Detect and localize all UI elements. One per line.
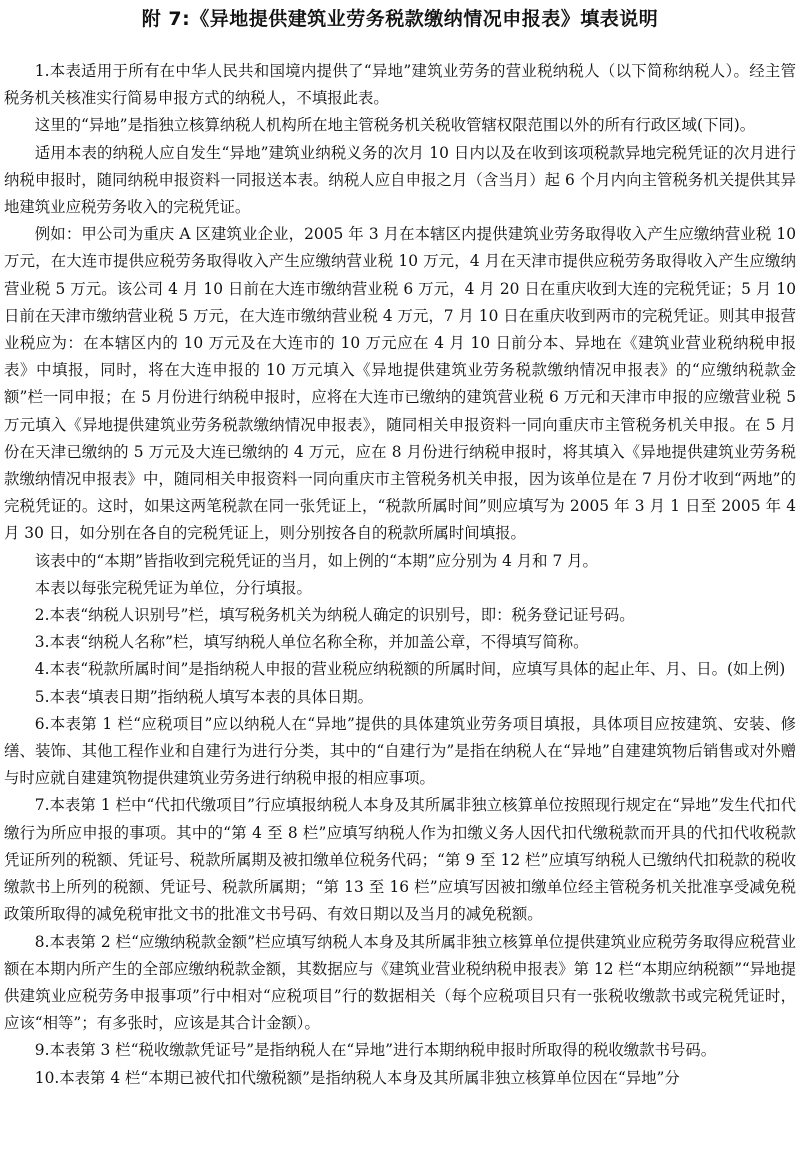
paragraph: 适用本表的纳税人应自发生“异地”建筑业纳税义务的次月 10 日内以及在收到该项税款异地完税凭证的次月进行纳税申报时，随同纳税申报资料一同报送本表。纳税人应自申报之月（含当月）起 6 个月内向主管税务机关提供其异地建筑业应税劳务收入的完税凭证。 — [4, 143, 796, 217]
paragraph: 6.本表第 1 栏“应税项目”应以纳税人在“异地”提供的具体建筑业劳务项目填报，具体项目应按建筑、安装、修缮、装饰、其他工程作业和自建行为进行分类，其中的“自建行为”是指在纳税人在“异地”自建建筑物后销售或对外赠与时应就自建建筑物提供建筑业劳务进行纳税申报的相应事项。 — [4, 714, 796, 788]
paragraph: 5.本表“填表日期”指纳税人填写本表的具体日期。 — [34, 687, 374, 706]
paragraph: 7.本表第 1 栏中“代扣代缴项目”行应填报纳税人本身及其所属非独立核算单位按照现行规定在“异地”发生代扣代缴行为所应申报的事项。其中的“第 4 至 8 栏”应填写纳税人作为扣缴义务人因代扣代缴税款而开具的代扣代收税款凭证所列的税额、凭证号、税款所属期及被扣缴单位税务代码；“第 9 至 12 栏”应填写纳税人已缴纳代扣税款的税收缴款书上所列的税额、凭证号、税款所属期；“第 13 至 16 栏”应填写因被扣缴单位经主管税务机关批准享受减免税政策所取得的减免税审批文书的批准文书号码、有效日期以及当月的减免税额。 — [4, 796, 796, 924]
document-body — [4, 58, 796, 1092]
paragraph: 该表中的“本期”皆指收到完税凭证的当月，如上例的“本期”应分别为 4 月和 7 月。 — [34, 551, 598, 570]
document-title: 附 7:《异地提供建筑业劳务税款缴纳情况申报表》填表说明 — [141, 8, 659, 30]
paragraph: 3.本表“纳税人名称”栏，填写纳税人单位名称全称，并加盖公章，不得填写简称。 — [34, 633, 589, 652]
paragraph: 1.本表适用于所有在中华人民共和国境内提供了“异地”建筑业劳务的营业税纳税人（以下简称纳税人）。经主管税务机关核准实行简易申报方式的纳税人，不填报此表。 — [4, 62, 796, 108]
paragraph: 8.本表第 2 栏“应缴纳税款金额”栏应填写纳税人本身及其所属非独立核算单位提供建筑业应税劳务取得应税营业额在本期内所产生的全部应缴纳税款金额，其数据应与《建筑业营业税纳税申报表》第 12 栏“本期应纳税额”“异地提供建筑业应税劳务申报事项”行中相对“应税项目”行的数据相关（每个应税项目只有一张税收缴款书或完税凭证时，应该“相等”；有多张时，应该是其合计金额）。 — [4, 932, 796, 1033]
paragraph: 本表以每张完税凭证为单位，分行填报。 — [34, 578, 312, 597]
paragraph: 9.本表第 3 栏“税收缴款凭证号”是指纳税人在“异地”进行本期纳税申报时所取得的税收缴款书号码。 — [34, 1041, 717, 1060]
paragraph: 这里的“异地”是指独立核算纳税人机构所在地主管税务机关税收管辖权限范围以外的所有行政区域(下同)。 — [34, 116, 756, 135]
paragraph: 2.本表“纳税人识别号”栏，填写税务机关为纳税人确定的识别号，即：税务登记证号码。 — [34, 606, 635, 625]
paragraph: 4.本表“税款所属时间”是指纳税人申报的营业税应纳税额的所属时间，应填写具体的起止年、月、日。(如上例) — [34, 660, 786, 679]
paragraph: 例如：甲公司为重庆 A 区建筑业企业，2005 年 3 月在本辖区内提供建筑业劳务取得收入产生应缴纳营业税 10 万元，在大连市提供应税劳务取得收入产生应缴纳营业税 10 万元，4 月在天津市提供应税劳务取得收入产生应缴纳营业税 5 万元。该公司 4 月 10 日前在大连市缴纳营业税 6 万元，4 月 20 日在重庆收到大连的完税凭证；5 月 10 日前在天津市缴纳营业税 5 万元，在大连市缴纳营业税 4 万元，7 月 10 日在重庆收到两市的完税凭证。则其申报营业税应为：在本辖区内的 10 万元及在大连市的 10 万元应在 4 月 10 日前分本、异地在《建筑业营业税纳税申报表》中填报，同时，将在大连申报的 10 万元填入《异地提供建筑业劳务税款缴纳情况申报表》的“应缴纳税款金额”栏一同申报；在 5 月份进行纳税申报时，应将在大连市已缴纳的建筑营业税 6 万元和天津市申报的应缴营业税 5 万元填入《异地提供建筑业劳务税款缴纳情况申报表》，随同相关申报资料一同向重庆市主管税务机关申报。在 5 月份在天津已缴纳的 5 万元及大连已缴纳的 4 万元，应在 8 月份进行纳税申报时，将其填入《异地提供建筑业劳务税款缴纳情况申报表》中，随同相关申报资料一同向重庆市主管税务机关申报，因为该单位是在 7 月份才收到“两地”的完税凭证的。这时，如果这两笔税款在同一张凭证上，“税款所属时间”则应填写为 2005 年 3 月 1 日至 2005 年 4 月 30 日，如分别在各自的完税凭证上，则分别按各自的税款所属时间填报。 — [4, 225, 796, 543]
paragraph: 10.本表第 4 栏“本期已被代扣代缴税额”是指纳税人本身及其所属非独立核算单位因在“异地”分 — [34, 1068, 680, 1087]
